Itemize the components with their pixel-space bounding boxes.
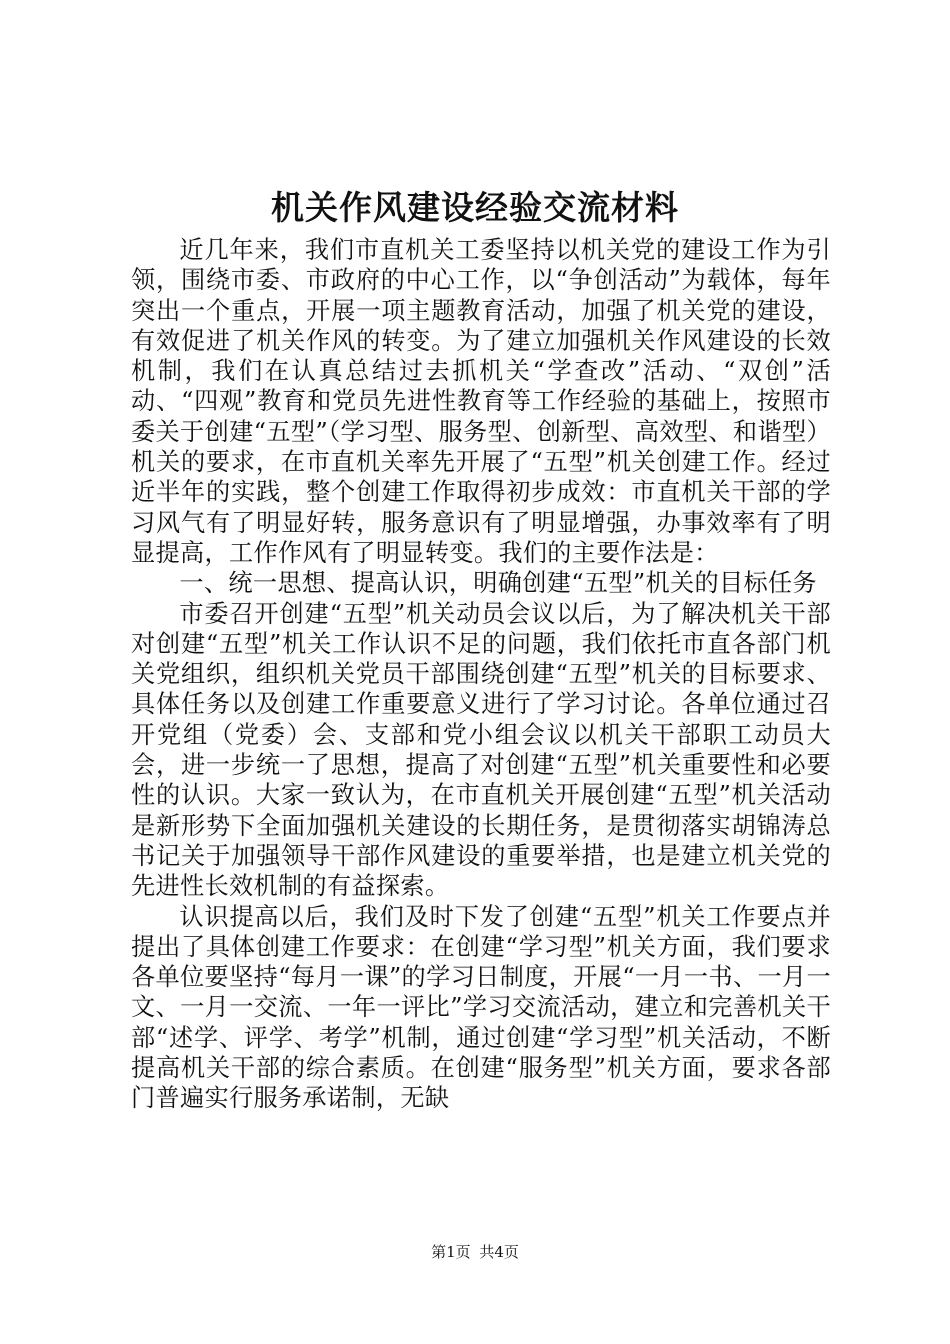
paragraph-requirements: 认识提高以后，我们及时下发了创建“五型”机关工作要点并提出了具体创建工作要求：在创建“学习型”机关方面，我们要求各单位要坚持“每月一课”的学习日制度，开展“一月一书、一月一文、一月一交流、一年一评比”学习交流活动，建立和完善机关干部“述学、评学、考学”机制，通过创建“学习型”机关活动，不断提高机关干部的综合素质。在创建“服务型”机关方面，要求各部门普遍实行服务承诺制，无缺 (131, 902, 831, 1113)
section-heading-1: 一、统一思想、提高认识，明确创建“五型”机关的目标任务 (179, 569, 817, 598)
page-footer (0, 1242, 950, 1262)
page-total: 共4页 (479, 1243, 519, 1261)
paragraph-mobilization: 市委召开创建“五型”机关动员会议以后，为了解决机关干部对创建“五型”机关工作认识不足的问题，我们依托市直各部门机关党组织，组织机关党员干部围绕创建“五型”机关的目标要求、具体任务以及创建工作重要意义进行了学习讨论。各单位通过召开党组（党委）会、支部和党小组会议以机关干部职工动员大会，进一步统一了思想，提高了对创建“五型”机关重要性和必要性的认识。大家一致认为，在市直机关开展创建“五型”机关活动是新形势下全面加强机关建设的长期任务，是贯彻落实胡锦涛总书记关于加强领导干部作风建设的重要举措，也是建立机关党的先进性长效机制的有益探索。 (131, 599, 831, 901)
page-number: 第1页 (431, 1243, 471, 1261)
document-body (131, 235, 831, 1114)
paragraph-intro: 近几年来，我们市直机关工委坚持以机关党的建设工作为引领，围绕市委、市政府的中心工作，以“争创活动”为载体，每年突出一个重点，开展一项主题教育活动，加强了机关党的建设，有效促进了机关作风的转变。为了建立加强机关作风建设的长效机制，我们在认真总结过去抓机关“学查改”活动、“双创”活动、“四观”教育和党员先进性教育等工作经验的基础上，按照市委关于创建“五型”（学习型、服务型、创新型、高效型、和谐型）机关的要求，在市直机关率先开展了“五型”机关创建工作。经过近半年的实践，整个创建工作取得初步成效：市直机关干部的学习风气有了明显好转，服务意识有了明显增强，办事效率有了明显提高，工作作风有了明显转变。我们的主要作法是： (131, 236, 831, 567)
document-title: 机关作风建设经验交流材料 (271, 188, 679, 227)
